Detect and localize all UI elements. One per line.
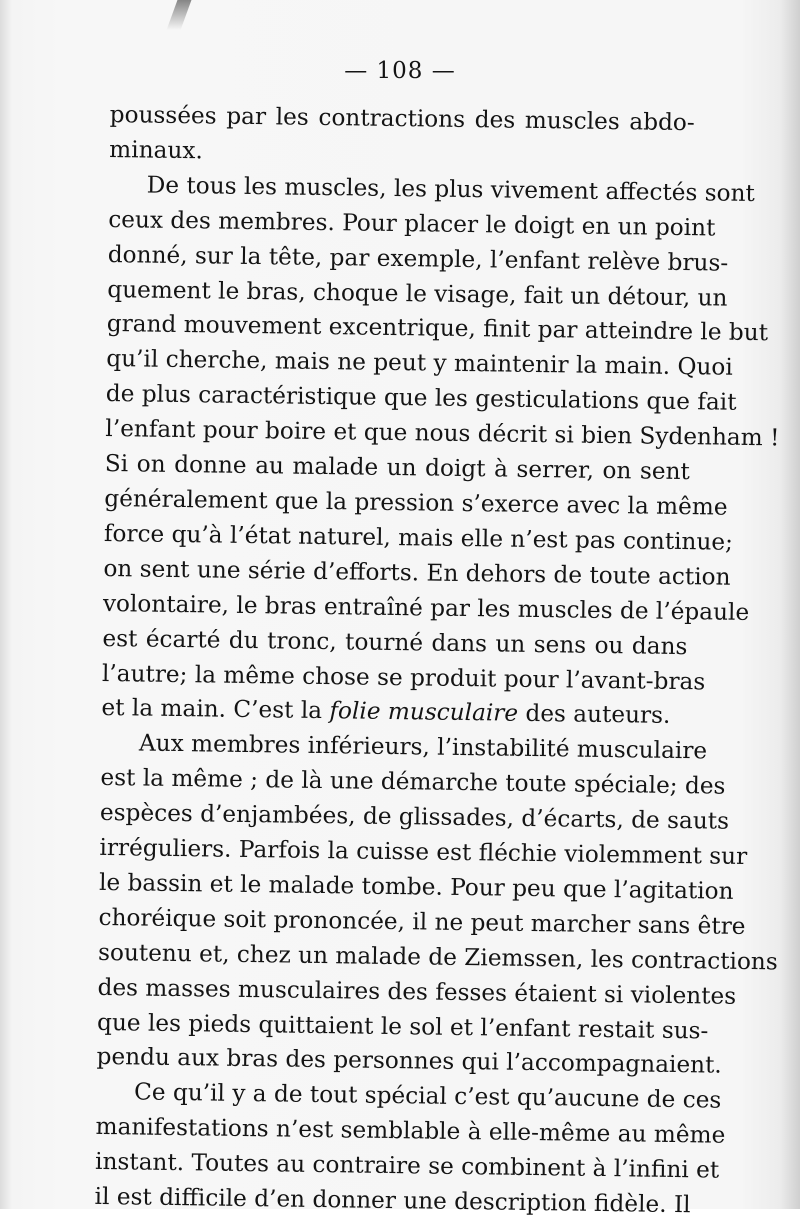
- text-line: manifestations n’est semblable à elle-même au même: [95, 1113, 726, 1149]
- text-line: des masses musculaires des fesses étaient si violentes: [97, 973, 737, 1010]
- text-line: minaux.: [109, 135, 204, 165]
- body-text: [94, 98, 780, 1223]
- text-line: Ce qu’il y a de tout spécial c’est qu’aucune de ces: [133, 1078, 722, 1115]
- text-line: quement le bras, choque le visage, fait un détour, un: [107, 275, 728, 312]
- text-line: De tous les muscles, les plus vivement affectés sont: [146, 171, 756, 207]
- text-line: on sent une série d’efforts. En dehors de toute action: [103, 554, 731, 591]
- text-line: il est difficile d’en donner une description fidèle. Il: [94, 1182, 691, 1219]
- text-line: Aux membres inférieurs, l’instabilité musculaire: [138, 729, 708, 765]
- text-segment: des auteurs.: [517, 700, 671, 730]
- text-line: que les pieds quittaient le sol et l’enfant restait sus-: [96, 1008, 709, 1045]
- text-line: est la même ; de là une démarche toute spéciale; des: [100, 764, 726, 800]
- text-line: soutenu et, chez un malade de Ziemssen, les contractions: [97, 938, 778, 976]
- text-line: donné, sur la tête, par exemple, l’enfant relève brus-: [107, 240, 729, 277]
- text-line: Si on donne au malade un doigt à serrer, on sent: [104, 450, 691, 486]
- text-line: espèces d’enjambées, de glissades, d’écarts, de sauts: [99, 799, 730, 835]
- text-line: grand mouvement excentrique, finit par atteindre le but: [106, 310, 769, 347]
- page-number: — 108 —: [344, 58, 456, 84]
- text-line: l’autre; la même chose se produit pour l’avant-bras: [101, 659, 706, 695]
- text-line: est écarté du tronc, tourné dans un sens ou dans: [102, 624, 688, 660]
- text-line: ceux des membres. Pour placer le doigt en un point: [108, 205, 716, 242]
- text-line: pendu aux bras des personnes qui l’accompagnaient.: [96, 1043, 722, 1080]
- text-line: force qu’à l’état naturel, mais elle n’est pas continue;: [103, 519, 734, 556]
- text-line: instant. Toutes au contraire se combinent à l’infini et: [94, 1148, 720, 1184]
- text-segment: et la main. C’est la: [101, 694, 330, 725]
- text-line: le bassin et le malade tombe. Pour peu que l’agitation: [98, 868, 734, 905]
- scan-edge-mark: [167, 0, 192, 30]
- text-line: irréguliers. Parfois la cuisse est fléchie violemment sur: [99, 833, 748, 870]
- text-line: l’enfant pour boire et que nous décrit si bien Sydenham !: [105, 415, 780, 452]
- text-line: de plus caractéristique que les gesticulations que fait: [105, 380, 737, 417]
- text-line: volontaire, le bras entraîné par les muscles de l’épaule: [102, 589, 750, 626]
- text-line: choréique soit prononcée, il ne peut marcher sans être: [98, 903, 746, 940]
- text-line: généralement que la pression s’exerce avec la même: [104, 484, 728, 521]
- italic-term: folie musculaire: [329, 697, 519, 728]
- text-line: qu’il cherche, mais ne peut y maintenir la main. Quoi: [106, 345, 733, 382]
- text-line: poussées par les contractions des muscles abdo-: [109, 100, 695, 137]
